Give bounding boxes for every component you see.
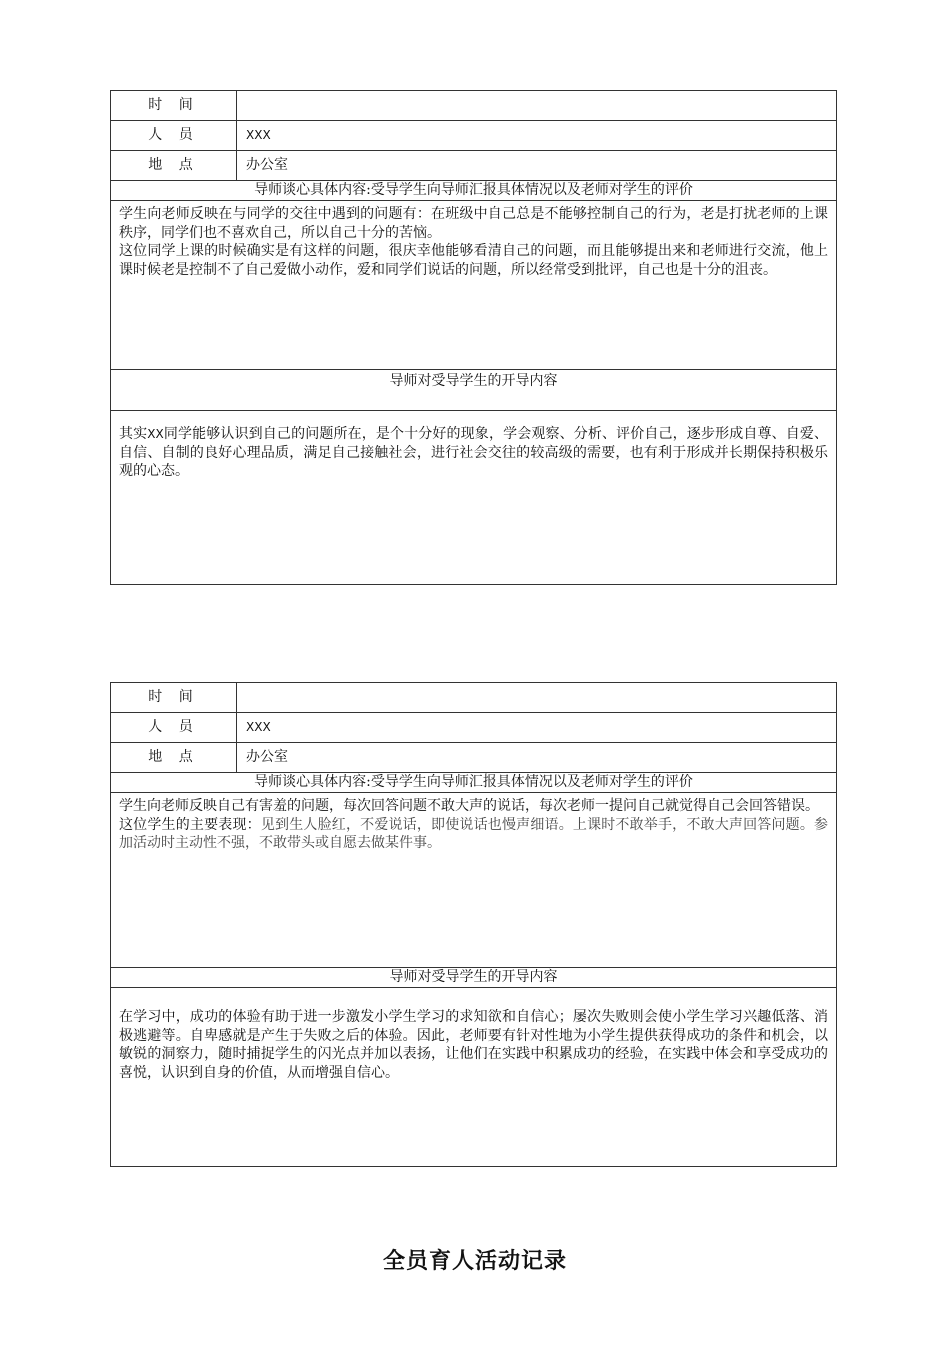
person-label: 人 员 [111,713,237,743]
student-name: XX [147,427,164,441]
section1-paragraph-1: 学生向老师反映在与同学的交往中遇到的问题有：在班级中自己总是不能够控制自己的行为，老是打扰老师的上课秩序，同学们也不喜欢自己，所以自己十分的苦恼。 [119,206,828,241]
record-table-1 [110,90,837,585]
row-time [111,91,837,121]
row-section1-body [111,793,837,968]
time-value [237,91,837,121]
section2-text: 同学能够认识到自己的问题所在，是个十分好的现象，学会观察、分析、评价自己，逐步形成自尊、自爱、自信、自制的良好心理品质，满足自己接触社会，进行社会交往的较高级的需要，也有利于形成并长期保持积极乐观的心态。 [119,426,829,479]
section1-paragraph-2-lead: 这位学生的主要表现： [119,816,261,833]
row-place [111,743,837,773]
section1-paragraph-1: 学生向老师反映自己有害羞的问题，每次回答问题不敢大声的说话，每次老师一提问自己就觉得自己会回答错误。 [119,798,819,814]
place-value: 办公室 [237,743,837,773]
place-label: 地 点 [111,151,237,181]
section1-heading: 导师谈心具体内容:受导学生向导师汇报具体情况以及老师对学生的评价 [111,181,837,201]
record-table-2 [110,682,837,1167]
row-section2-body [111,411,837,585]
section1-heading: 导师谈心具体内容:受导学生向导师汇报具体情况以及老师对学生的评价 [111,773,837,793]
row-section1-body [111,201,837,370]
row-place [111,151,837,181]
time-value [237,683,837,713]
section2-heading: 导师对受导学生的开导内容 [111,370,837,411]
section2-heading: 导师对受导学生的开导内容 [111,968,837,988]
section1-body [111,793,837,968]
row-person [111,713,837,743]
row-section2-body [111,988,837,1167]
place-value: 办公室 [237,151,837,181]
page-title: 全员育人活动记录 [382,1249,567,1274]
row-time [111,683,837,713]
row-section1-heading [111,773,837,793]
person-label: 人 员 [111,121,237,151]
person-value: XXX [237,713,837,743]
section2-body [111,411,837,585]
place-label: 地 点 [111,743,237,773]
section1-paragraph-2 [119,816,828,853]
row-person [111,121,837,151]
time-label: 时 间 [111,91,237,121]
row-section2-heading [111,968,837,988]
time-label: 时 间 [111,683,237,713]
section1-paragraph-2-rest: 见到生人脸红，不爱说话，即使说话也慢声细语。上课时不敢举手，不敢大声回答问题。参加活动时主动性不强，不敢带头或自愿去做某件事。 [119,816,829,851]
section2-prefix: 其实 [119,426,148,442]
person-value: XXX [237,121,837,151]
row-section1-heading [111,181,837,201]
section1-body [111,201,837,370]
section1-paragraph-2: 这位同学上课的时候确实是有这样的问题，很庆幸他能够看清自己的问题，而且能够提出来和老师进行交流，他上课时候老是控制不了自己爱做小动作，爱和同学们说话的问题，所以经常受到批评，自己也是十分的沮丧。 [119,243,828,278]
section2-body: 在学习中，成功的体验有助于进一步激发小学生学习的求知欲和自信心；屡次失败则会使小学生学习兴趣低落、消极逃避等。自卑感就是产生于失败之后的体验。因此，老师要有针对性地为小学生提供获得成功的条件和机会，以敏锐的洞察力，随时捕捉学生的闪光点并加以表扬，让他们在实践中积累成功的经验，在实践中体会和享受成功的喜悦，认识到自身的价值，从而增强自信心。 [111,988,837,1167]
row-section2-heading [111,370,837,411]
